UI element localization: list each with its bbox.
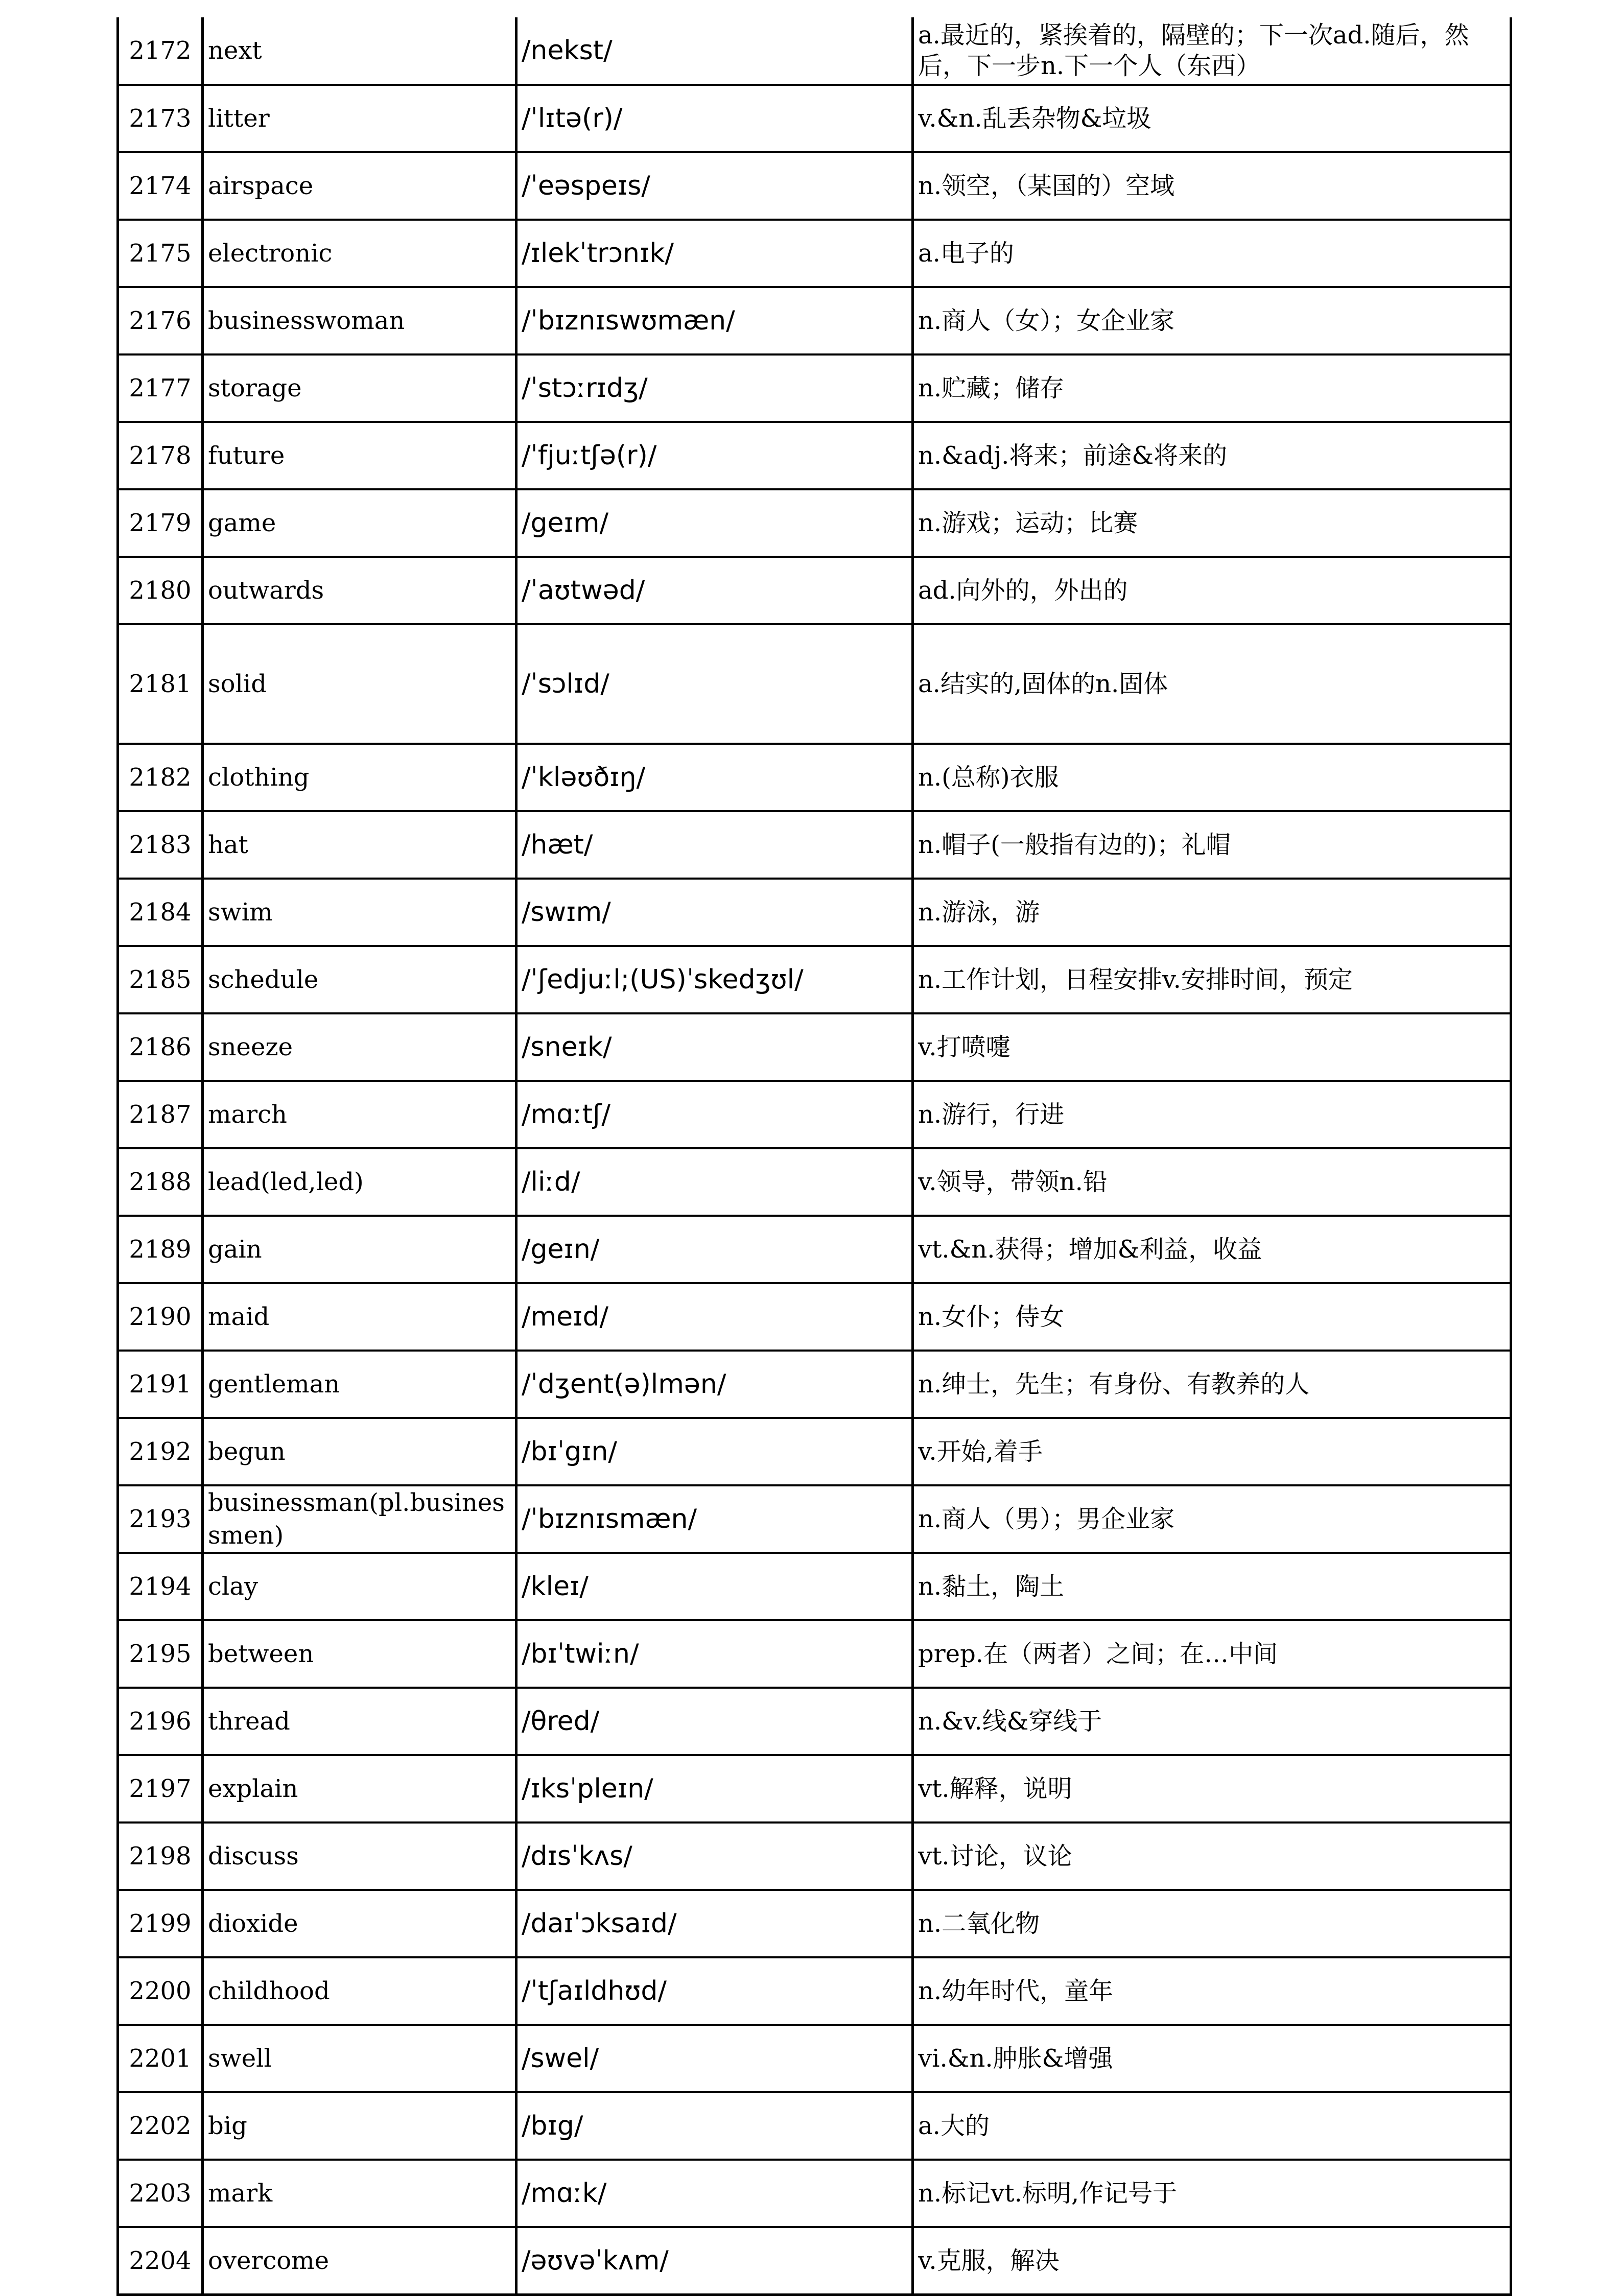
entry-word: lead(led,led) [203, 1148, 516, 1216]
entry-number: 2192 [118, 1418, 203, 1485]
entry-phonetic: /ˈbɪznɪswʊmæn/ [516, 287, 913, 354]
entry-word: dioxide [203, 1890, 516, 1957]
table-row [118, 1283, 1511, 1351]
entry-phonetic: /ˈsɔlɪd/ [516, 624, 913, 744]
table-row [118, 1351, 1511, 1418]
entry-word: mark [203, 2160, 516, 2227]
entry-word: gentleman [203, 1351, 516, 1418]
entry-phonetic: /ˈkləʊðɪŋ/ [516, 744, 913, 811]
entry-word: march [203, 1081, 516, 1148]
entry-number: 2182 [118, 744, 203, 811]
entry-definition: n.游泳，游 [913, 879, 1511, 946]
entry-number: 2196 [118, 1688, 203, 1755]
entry-definition: n.&adj.将来；前途&将来的 [913, 422, 1511, 489]
entry-number: 2190 [118, 1283, 203, 1351]
entry-word: hat [203, 811, 516, 879]
entry-number: 2191 [118, 1351, 203, 1418]
entry-phonetic: /sneɪk/ [516, 1013, 913, 1081]
entry-word: begun [203, 1418, 516, 1485]
entry-word: overcome [203, 2227, 516, 2294]
entry-phonetic: /ˈaʊtwəd/ [516, 557, 913, 624]
entry-number: 2189 [118, 1216, 203, 1283]
entry-number: 2195 [118, 1620, 203, 1688]
table-row [118, 152, 1511, 220]
entry-word: gain [203, 1216, 516, 1283]
entry-word: future [203, 422, 516, 489]
entry-word: storage [203, 354, 516, 422]
entry-number: 2193 [118, 1485, 203, 1553]
entry-word: explain [203, 1755, 516, 1822]
entry-phonetic: /mɑːk/ [516, 2160, 913, 2227]
entry-phonetic: /kleɪ/ [516, 1553, 913, 1620]
entry-word: between [203, 1620, 516, 1688]
entry-definition: v.开始,着手 [913, 1418, 1511, 1485]
entry-definition: a.电子的 [913, 220, 1511, 287]
table-row [118, 946, 1511, 1013]
entry-definition: vt.讨论，议论 [913, 1822, 1511, 1890]
entry-phonetic: /ˈbɪznɪsmæn/ [516, 1485, 913, 1553]
entry-word: childhood [203, 1957, 516, 2025]
entry-number: 2188 [118, 1148, 203, 1216]
entry-definition: n.幼年时代，童年 [913, 1957, 1511, 2025]
entry-definition: vt.解释，说明 [913, 1755, 1511, 1822]
entry-number: 2184 [118, 879, 203, 946]
entry-number: 2177 [118, 354, 203, 422]
entry-definition: v.领导，带领n.铅 [913, 1148, 1511, 1216]
table-row [118, 85, 1511, 152]
entry-word: clay [203, 1553, 516, 1620]
entry-phonetic: /ˈeəspeɪs/ [516, 152, 913, 220]
entry-definition: n.领空，（某国的）空域 [913, 152, 1511, 220]
entry-word: litter [203, 85, 516, 152]
entry-word: game [203, 489, 516, 557]
table-row [118, 1688, 1511, 1755]
entry-definition: vt.&n.获得；增加&利益，收益 [913, 1216, 1511, 1283]
entry-phonetic: /ˈdʒent(ə)lmən/ [516, 1351, 913, 1418]
entry-definition: n.黏土，陶土 [913, 1553, 1511, 1620]
entry-definition: v.打喷嚏 [913, 1013, 1511, 1081]
entry-word: swim [203, 879, 516, 946]
table-row [118, 489, 1511, 557]
table-row [118, 1755, 1511, 1822]
entry-word: solid [203, 624, 516, 744]
entry-definition: prep.在（两者）之间；在…中间 [913, 1620, 1511, 1688]
entry-number: 2181 [118, 624, 203, 744]
entry-definition: n.商人（男）；男企业家 [913, 1485, 1511, 1553]
entry-definition: n.商人（女）；女企业家 [913, 287, 1511, 354]
entry-number: 2199 [118, 1890, 203, 1957]
entry-phonetic: /swɪm/ [516, 879, 913, 946]
entry-number: 2186 [118, 1013, 203, 1081]
entry-word: next [203, 17, 516, 85]
table-row [118, 1620, 1511, 1688]
entry-number: 2187 [118, 1081, 203, 1148]
entry-phonetic: /ɪksˈpleɪn/ [516, 1755, 913, 1822]
entry-definition: n.(总称)衣服 [913, 744, 1511, 811]
entry-word: schedule [203, 946, 516, 1013]
table-row [118, 17, 1511, 85]
entry-phonetic: /dɪsˈkʌs/ [516, 1822, 913, 1890]
entry-phonetic: /nekst/ [516, 17, 913, 85]
entry-word: businesswoman [203, 287, 516, 354]
table-row [118, 1553, 1511, 1620]
entry-number: 2204 [118, 2227, 203, 2294]
entry-number: 2185 [118, 946, 203, 1013]
entry-definition: n.标记vt.标明,作记号于 [913, 2160, 1511, 2227]
entry-number: 2180 [118, 557, 203, 624]
entry-definition: n.游行，行进 [913, 1081, 1511, 1148]
entry-word: swell [203, 2025, 516, 2092]
entry-word: clothing [203, 744, 516, 811]
entry-phonetic: /ˈtʃaɪldhʊd/ [516, 1957, 913, 2025]
entry-phonetic: /geɪn/ [516, 1216, 913, 1283]
entry-number: 2172 [118, 17, 203, 85]
entry-phonetic: /geɪm/ [516, 489, 913, 557]
table-row [118, 422, 1511, 489]
table-row [118, 1013, 1511, 1081]
table-row [118, 1890, 1511, 1957]
table-row [118, 811, 1511, 879]
entry-definition: ad.向外的，外出的 [913, 557, 1511, 624]
entry-definition: v.&n.乱丢杂物&垃圾 [913, 85, 1511, 152]
entry-word: sneeze [203, 1013, 516, 1081]
entry-phonetic: /liːd/ [516, 1148, 913, 1216]
table-row [118, 2160, 1511, 2227]
table-row [118, 624, 1511, 744]
entry-number: 2201 [118, 2025, 203, 2092]
entry-word: outwards [203, 557, 516, 624]
entry-definition: n.女仆；侍女 [913, 1283, 1511, 1351]
entry-phonetic: /daɪˈɔksaɪd/ [516, 1890, 913, 1957]
entry-phonetic: /ˈlɪtə(r)/ [516, 85, 913, 152]
entry-definition: n.&v.线&穿线于 [913, 1688, 1511, 1755]
entry-phonetic: /ˈʃedjuːl;(US)ˈskedʒʊl/ [516, 946, 913, 1013]
table-row [118, 1822, 1511, 1890]
entry-phonetic: /əʊvəˈkʌm/ [516, 2227, 913, 2294]
entry-word: big [203, 2092, 516, 2160]
table-row [118, 2025, 1511, 2092]
entry-definition: n.贮藏；储存 [913, 354, 1511, 422]
table-row [118, 2227, 1511, 2294]
entry-definition: v.克服，解决 [913, 2227, 1511, 2294]
entry-definition: n.绅士，先生；有身份、有教养的人 [913, 1351, 1511, 1418]
entry-definition: n.帽子(一般指有边的)；礼帽 [913, 811, 1511, 879]
table-row [118, 1081, 1511, 1148]
entry-number: 2173 [118, 85, 203, 152]
table-row [118, 744, 1511, 811]
table-row [118, 1216, 1511, 1283]
entry-number: 2197 [118, 1755, 203, 1822]
entry-phonetic: /ɪlekˈtrɔnɪk/ [516, 220, 913, 287]
entry-word: maid [203, 1283, 516, 1351]
entry-definition: a.最近的，紧挨着的，隔壁的；下一次ad.随后，然后，下一步n.下一个人（东西） [913, 17, 1511, 85]
entry-number: 2179 [118, 489, 203, 557]
table-row [118, 879, 1511, 946]
entry-definition: n.二氧化物 [913, 1890, 1511, 1957]
table-row [118, 354, 1511, 422]
entry-phonetic: /θred/ [516, 1688, 913, 1755]
table-row [118, 287, 1511, 354]
entry-number: 2178 [118, 422, 203, 489]
table-row [118, 1957, 1511, 2025]
entry-number: 2203 [118, 2160, 203, 2227]
entry-number: 2174 [118, 152, 203, 220]
entry-definition: n.工作计划，日程安排v.安排时间，预定 [913, 946, 1511, 1013]
entry-word: discuss [203, 1822, 516, 1890]
entry-phonetic: /mɑːtʃ/ [516, 1081, 913, 1148]
entry-phonetic: /bɪˈtwiːn/ [516, 1620, 913, 1688]
entry-number: 2183 [118, 811, 203, 879]
table-row [118, 1485, 1511, 1553]
entry-number: 2175 [118, 220, 203, 287]
entry-definition: vi.&n.肿胀&增强 [913, 2025, 1511, 2092]
table-row [118, 220, 1511, 287]
entry-phonetic: /hæt/ [516, 811, 913, 879]
entry-word: electronic [203, 220, 516, 287]
vocabulary-table [116, 17, 1512, 2296]
entry-word: airspace [203, 152, 516, 220]
table-row [118, 1418, 1511, 1485]
entry-phonetic: /ˈstɔːrɪdʒ/ [516, 354, 913, 422]
vocabulary-table-body [118, 17, 1511, 2294]
entry-word: businessman(pl.businessmen) [203, 1485, 516, 1553]
table-row [118, 2092, 1511, 2160]
entry-number: 2194 [118, 1553, 203, 1620]
entry-phonetic: /meɪd/ [516, 1283, 913, 1351]
entry-phonetic: /bɪg/ [516, 2092, 913, 2160]
entry-definition: a.大的 [913, 2092, 1511, 2160]
entry-number: 2198 [118, 1822, 203, 1890]
table-row [118, 1148, 1511, 1216]
entry-phonetic: /swel/ [516, 2025, 913, 2092]
entry-number: 2200 [118, 1957, 203, 2025]
entry-phonetic: /ˈfjuːtʃə(r)/ [516, 422, 913, 489]
entry-number: 2202 [118, 2092, 203, 2160]
entry-number: 2176 [118, 287, 203, 354]
entry-definition: n.游戏；运动；比赛 [913, 489, 1511, 557]
entry-definition: a.结实的,固体的n.固体 [913, 624, 1511, 744]
entry-phonetic: /bɪˈgɪn/ [516, 1418, 913, 1485]
table-row [118, 557, 1511, 624]
entry-word: thread [203, 1688, 516, 1755]
